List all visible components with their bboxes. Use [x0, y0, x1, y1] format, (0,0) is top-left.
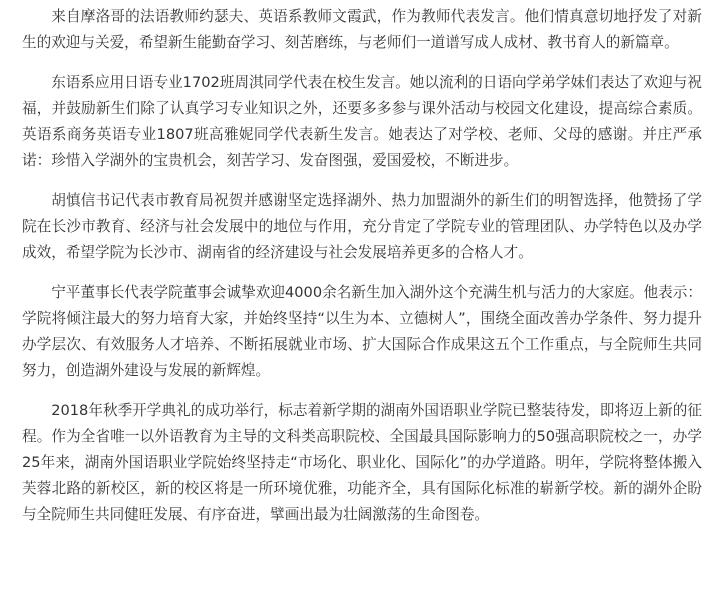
article-body [22, 4, 702, 542]
paragraph-conclusion: 2018年秋季开学典礼的成功举行，标志着新学期的湖南外国语职业学院已整装待发，即将迈上新的征程。作为全省唯一以外语教育为主导的文科类高职院校、全国最具国际影响力的50强高职院校之一，办学25年来，湖南外国语职业学院始终坚持走“市场化、职业化、国际化”的办学道路。明年，学院将整体搬入芙蓉北路的新校区，新的校区将是一所环境优雅，功能齐全，具有国际化标准的崭新学校。新的湖外企盼与全院师生共同健旺发展、有序奋进，擘画出最为壮阔激荡的生命图卷。 [22, 402, 702, 523]
paragraph-student-speeches: 东语系应用日语专业1702班周淇同学代表在校生发言。她以流利的日语向学弟学妹们表达了欢迎与祝福，并鼓励新生们除了认真学习专业知识之外，还要多多参与课外活动与校园文化建设，提高综合素质。英语系商务英语专业1807班高雅妮同学代表新生发言。她表达了对学校、老师、父母的感谢。并庄严承诺：珍惜入学湖外的宝贵机会，刻苦学习、发奋图强，爱国爱校，不断进步。 [22, 74, 702, 169]
paragraph-teacher-speeches: 来自摩洛哥的法语教师约瑟夫、英语系教师文霞武，作为教师代表发言。他们情真意切地抒发了对新生的欢迎与关爱，希望新生能勤奋学习、刻苦磨练，与老师们一道谱写成人成材、教书育人的新篇章。 [22, 8, 702, 51]
paragraph-secretary-speech: 胡慎信书记代表市教育局祝贺并感谢坚定选择湖外、热力加盟湖外的新生们的明智选择，他赞扬了学院在长沙市教育、经济与社会发展中的地位与作用，充分肯定了学院专业的管理团队、办学特色以及办学成效，希望学院为长沙市、湖南省的经济建设与社会发展培养更多的合格人才。 [22, 192, 702, 261]
paragraph-chairman-speech: 宁平董事长代表学院董事会诚挚欢迎4000余名新生加入湖外这个充满生机与活力的大家庭。他表示：学院将倾注最大的努力培育大家，并始终坚持“以生为本、立德树人”，围绕全面改善办学条件、努力提升办学层次、有效服务人才培养、不断拓展就业市场、扩大国际合作成果这五个工作重点，与全院师生共同努力，创造湖外建设与发展的新辉煌。 [22, 284, 702, 379]
